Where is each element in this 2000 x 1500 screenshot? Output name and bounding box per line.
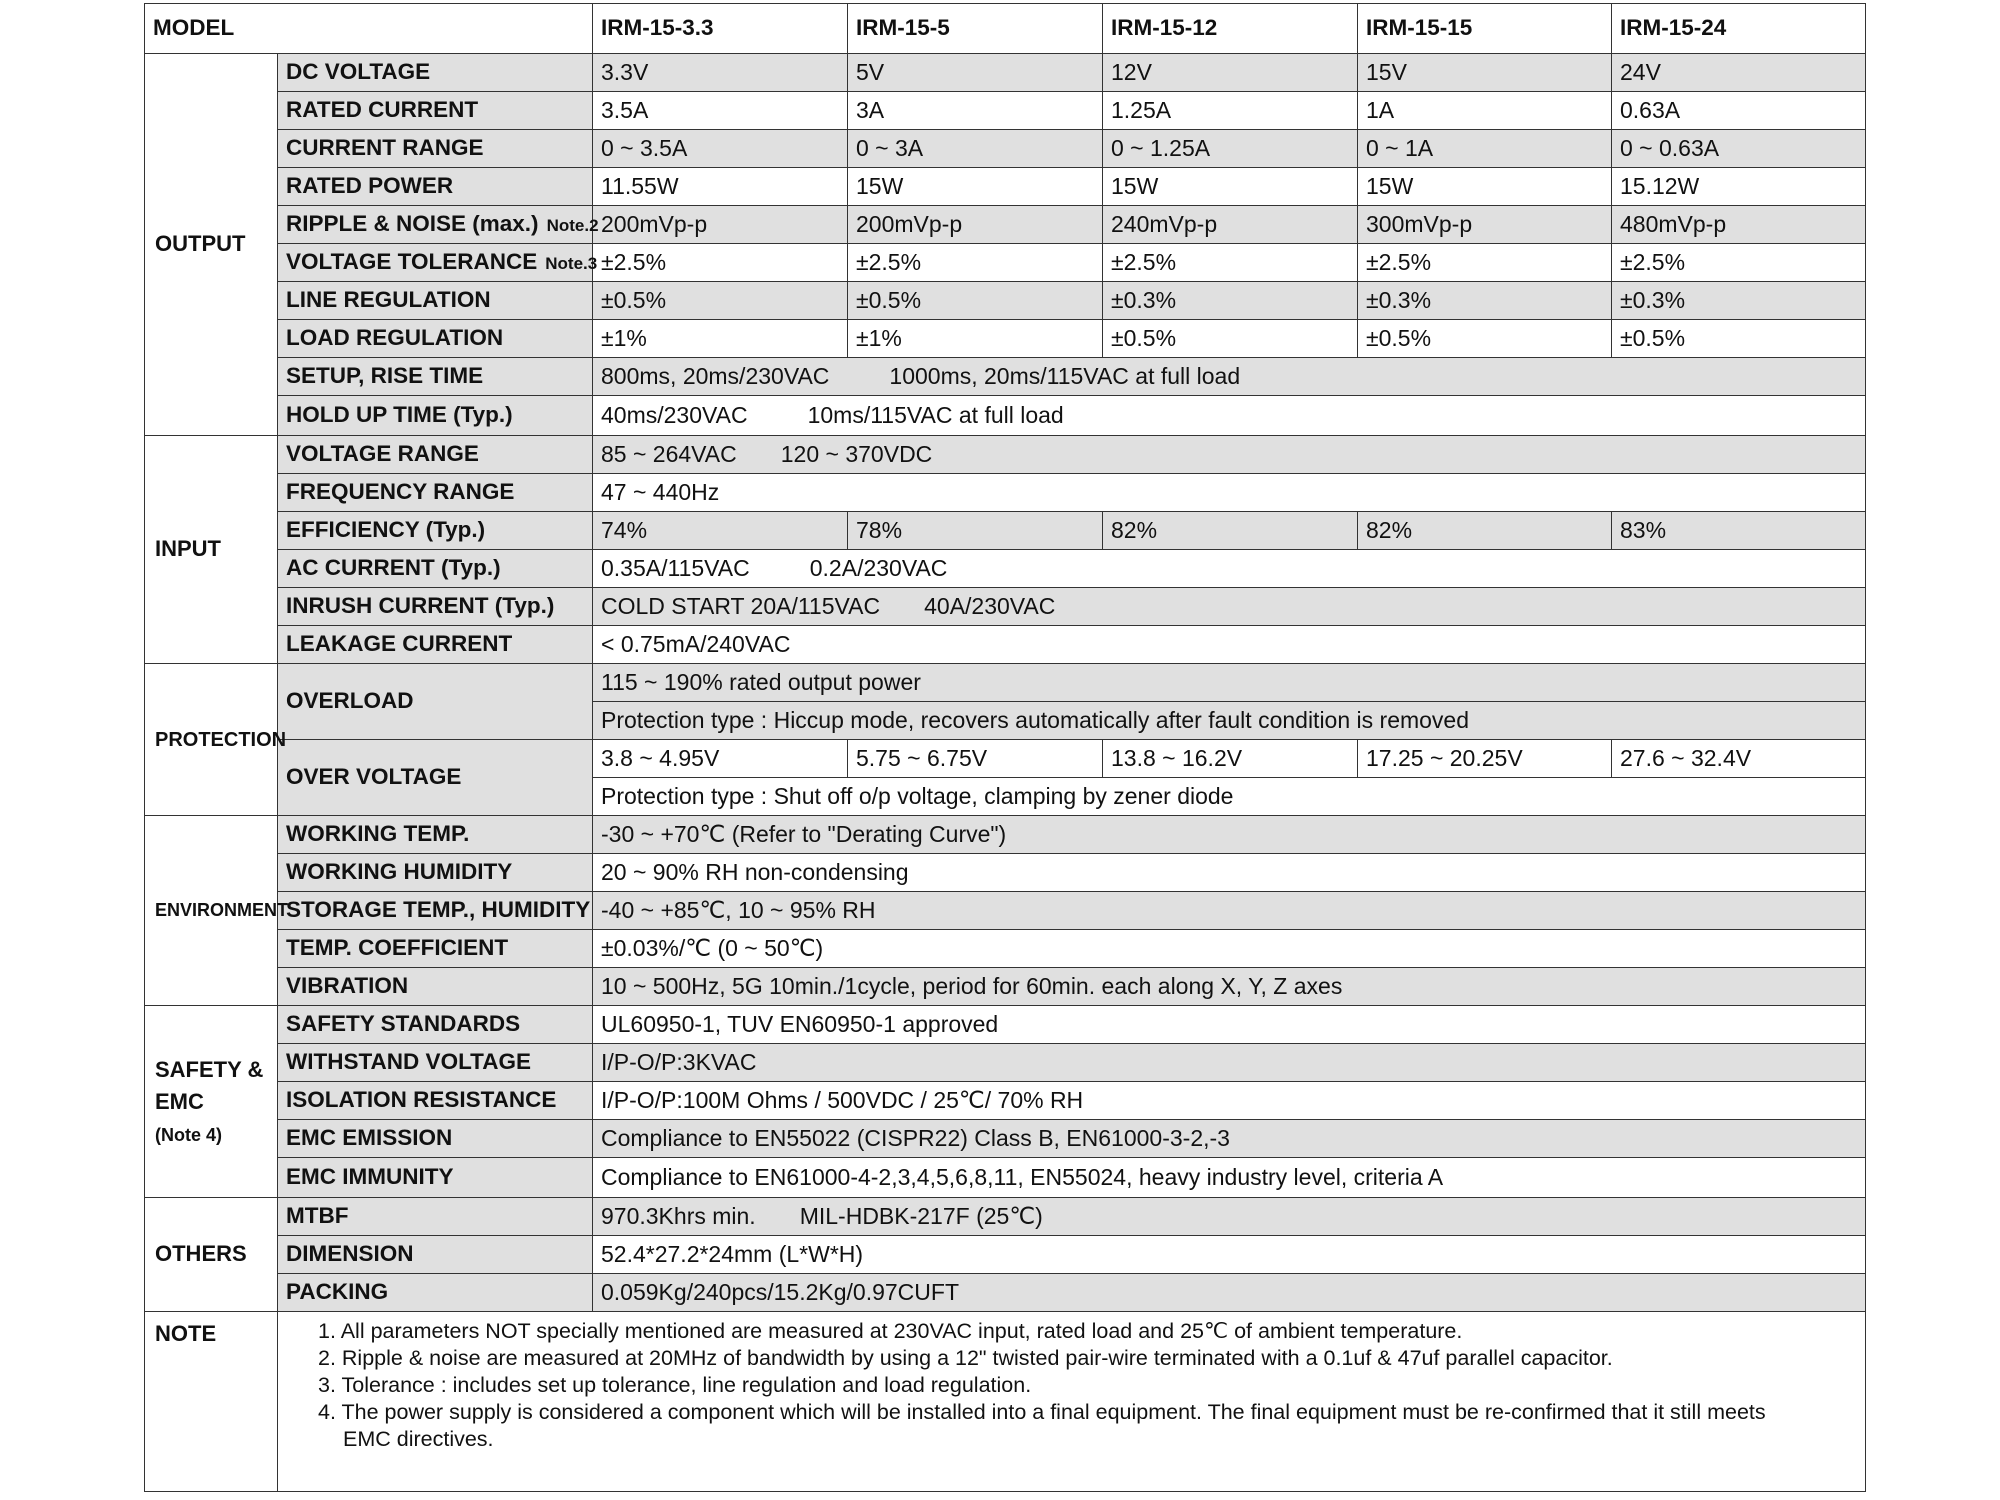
value-cell: ±0.5% xyxy=(1358,320,1612,358)
value-cell: 24V xyxy=(1612,54,1866,92)
row-label: PACKING xyxy=(278,1274,593,1312)
note-line-continuation: EMC directives. xyxy=(343,1427,494,1451)
value-cell: I/P-O/P:3KVAC xyxy=(593,1044,1866,1082)
row-label: EMC EMISSION xyxy=(278,1120,593,1158)
row-label: OVERLOAD xyxy=(278,664,593,740)
leakage-current-row xyxy=(145,626,1866,664)
row-label: DIMENSION xyxy=(278,1236,593,1274)
value-cell: 17.25 ~ 20.25V xyxy=(1358,740,1612,778)
row-label: RATED CURRENT xyxy=(278,92,593,130)
value-cell: 15W xyxy=(1103,168,1358,206)
value-cell: Compliance to EN55022 (CISPR22) Class B, EN61000-3-2,-3 xyxy=(593,1120,1866,1158)
row-label: LOAD REGULATION xyxy=(278,320,593,358)
line-regulation-row xyxy=(145,282,1866,320)
model-label: MODEL xyxy=(145,4,593,54)
value-cell: 3A xyxy=(848,92,1103,130)
value-part: 10ms/115VAC at full load xyxy=(807,401,1064,428)
frequency-range-row xyxy=(145,474,1866,512)
dc-voltage-row xyxy=(145,54,1866,92)
value-cell: 200mVp-p xyxy=(593,206,848,244)
value-cell xyxy=(593,436,1866,474)
emc-immunity-row xyxy=(145,1158,1866,1198)
value-cell: < 0.75mA/240VAC xyxy=(593,626,1866,664)
row-label: WORKING HUMIDITY xyxy=(278,854,593,892)
current-range-row xyxy=(145,130,1866,168)
value-cell: 15.12W xyxy=(1612,168,1866,206)
value-part: COLD START 20A/115VAC xyxy=(601,592,881,619)
row-label xyxy=(278,244,598,282)
value-cell: Compliance to EN61000-4-2,3,4,5,6,8,11, EN55024, heavy industry level, criteria A xyxy=(593,1158,1866,1198)
value-cell: 82% xyxy=(1358,512,1612,550)
section-output: OUTPUT xyxy=(145,54,278,436)
row-label: INRUSH CURRENT (Typ.) xyxy=(278,588,593,626)
row-label: WITHSTAND VOLTAGE xyxy=(278,1044,593,1082)
temp-coefficient-row xyxy=(145,930,1866,968)
model-name: IRM-15-24 xyxy=(1612,4,1866,54)
note-line: 1. All parameters NOT specially mentioned are measured at 230VAC input, rated load and 25℃ of ambient temperature. xyxy=(318,1319,1463,1343)
value-cell: ±1% xyxy=(593,320,848,358)
value-cell: 480mVp-p xyxy=(1612,206,1866,244)
row-label: RATED POWER xyxy=(278,168,593,206)
value-cell: ±1% xyxy=(848,320,1103,358)
value-cell: 0 ~ 3.5A xyxy=(593,130,848,168)
value-cell: ±0.5% xyxy=(1103,320,1358,358)
voltage-range-row xyxy=(145,436,1866,474)
value-cell: 13.8 ~ 16.2V xyxy=(1103,740,1358,778)
value-cell: ±2.5% xyxy=(593,244,848,282)
value-cell: ±2.5% xyxy=(848,244,1103,282)
value-cell: I/P-O/P:100M Ohms / 500VDC / 25℃/ 70% RH xyxy=(593,1082,1866,1120)
row-label: EFFICIENCY (Typ.) xyxy=(278,512,593,550)
section-note: (Note 4) xyxy=(155,1124,222,1145)
model-row xyxy=(145,4,1866,54)
value-cell: ±0.03%/℃ (0 ~ 50℃) xyxy=(593,930,1866,968)
value-cell: Protection type : Hiccup mode, recovers automatically after fault condition is removed xyxy=(593,702,1866,740)
value-cell: 1A xyxy=(1358,92,1612,130)
value-cell: ±2.5% xyxy=(1612,244,1866,282)
value-cell: 78% xyxy=(848,512,1103,550)
packing-row xyxy=(145,1274,1866,1312)
value-cell: 0.63A xyxy=(1612,92,1866,130)
row-label: LEAKAGE CURRENT xyxy=(278,626,593,664)
note-line: 2. Ripple & noise are measured at 20MHz of bandwidth by using a 12" twisted pair-wire terminated with a 0.1uf & 47uf parallel capacitor. xyxy=(318,1346,1613,1370)
storage-row xyxy=(145,892,1866,930)
value-part: 120 ~ 370VDC xyxy=(780,440,933,467)
dimension-row xyxy=(145,1236,1866,1274)
section-line: SAFETY & xyxy=(155,1056,264,1082)
value-cell: 240mVp-p xyxy=(1103,206,1358,244)
working-temp-row xyxy=(145,816,1866,854)
row-label: LINE REGULATION xyxy=(278,282,593,320)
rated-current-row xyxy=(145,92,1866,130)
value-part: 40A/230VAC xyxy=(924,592,1056,619)
working-humidity-row xyxy=(145,854,1866,892)
notes-cell xyxy=(278,1312,1866,1492)
value-part: 0.35A/115VAC xyxy=(601,554,750,581)
row-label: HOLD UP TIME (Typ.) xyxy=(278,396,593,436)
value-cell: UL60950-1, TUV EN60950-1 approved xyxy=(593,1006,1866,1044)
value-cell xyxy=(593,396,1866,436)
value-cell: 27.6 ~ 32.4V xyxy=(1612,740,1866,778)
value-part: MIL-HDBK-217F (25℃) xyxy=(799,1202,1043,1229)
row-label: ISOLATION RESISTANCE xyxy=(278,1082,593,1120)
value-cell: 0.059Kg/240pcs/15.2Kg/0.97CUFT xyxy=(593,1274,1866,1312)
model-name: IRM-15-3.3 xyxy=(593,4,848,54)
value-cell xyxy=(593,358,1866,396)
value-cell: 15W xyxy=(1358,168,1612,206)
value-cell: 200mVp-p xyxy=(848,206,1103,244)
value-cell: -30 ~ +70℃ (Refer to "Derating Curve") xyxy=(593,816,1866,854)
value-cell: -40 ~ +85℃, 10 ~ 95% RH xyxy=(593,892,1866,930)
hold-up-row xyxy=(145,396,1866,436)
value-cell: ±0.5% xyxy=(1612,320,1866,358)
withstand-voltage-row xyxy=(145,1044,1866,1082)
value-cell: 3.8 ~ 4.95V xyxy=(593,740,848,778)
value-part: 800ms, 20ms/230VAC xyxy=(601,362,830,389)
value-part: 85 ~ 264VAC xyxy=(601,440,737,467)
value-part: 40ms/230VAC xyxy=(601,401,748,428)
value-cell: 1.25A xyxy=(1103,92,1358,130)
row-label: SAFETY STANDARDS xyxy=(278,1006,593,1044)
row-label: STORAGE TEMP., HUMIDITY xyxy=(278,892,593,930)
value-cell: ±0.3% xyxy=(1358,282,1612,320)
value-cell: 74% xyxy=(593,512,848,550)
vibration-row xyxy=(145,968,1866,1006)
value-cell: 5.75 ~ 6.75V xyxy=(848,740,1103,778)
value-cell: 3.3V xyxy=(593,54,848,92)
value-cell: ±0.5% xyxy=(848,282,1103,320)
row-label: FREQUENCY RANGE xyxy=(278,474,593,512)
section-safety-emc xyxy=(145,1006,278,1198)
voltage-tolerance-row xyxy=(145,244,1866,282)
row-label: VOLTAGE RANGE xyxy=(278,436,593,474)
row-label: EMC IMMUNITY xyxy=(278,1158,593,1198)
value-cell: ±0.5% xyxy=(593,282,848,320)
row-label: CURRENT RANGE xyxy=(278,130,593,168)
value-cell: 0 ~ 1A xyxy=(1358,130,1612,168)
row-label: OVER VOLTAGE xyxy=(278,740,593,816)
note-row xyxy=(145,1312,1866,1492)
row-label: MTBF xyxy=(278,1198,593,1236)
overload-row xyxy=(145,664,1866,702)
value-cell: ±2.5% xyxy=(1358,244,1612,282)
note-reference: Note.3 xyxy=(545,254,598,274)
model-name: IRM-15-12 xyxy=(1103,4,1358,54)
section-protection: PROTECTION xyxy=(145,664,278,816)
inrush-current-row xyxy=(145,588,1866,626)
ripple-noise-row xyxy=(145,206,1866,244)
value-cell: 300mVp-p xyxy=(1358,206,1612,244)
note-reference: Note.2 xyxy=(546,216,599,236)
efficiency-row xyxy=(145,512,1866,550)
value-cell: ±0.3% xyxy=(1103,282,1358,320)
value-cell: 15V xyxy=(1358,54,1612,92)
value-cell: 82% xyxy=(1103,512,1358,550)
value-cell: 3.5A xyxy=(593,92,848,130)
value-part: 970.3Khrs min. xyxy=(601,1202,756,1229)
row-label: DC VOLTAGE xyxy=(278,54,593,92)
row-label: TEMP. COEFFICIENT xyxy=(278,930,593,968)
emc-emission-row xyxy=(145,1120,1866,1158)
load-regulation-row xyxy=(145,320,1866,358)
setup-rise-row xyxy=(145,358,1866,396)
ac-current-row xyxy=(145,550,1866,588)
value-cell: 15W xyxy=(848,168,1103,206)
model-name: IRM-15-5 xyxy=(848,4,1103,54)
mtbf-row xyxy=(145,1198,1866,1236)
isolation-resistance-row xyxy=(145,1082,1866,1120)
model-name: IRM-15-15 xyxy=(1358,4,1612,54)
value-cell: 20 ~ 90% RH non-condensing xyxy=(593,854,1866,892)
value-cell: Protection type : Shut off o/p voltage, clamping by zener diode xyxy=(593,778,1866,816)
section-note-label: NOTE xyxy=(145,1312,278,1492)
value-cell xyxy=(593,1198,1866,1236)
over-voltage-row xyxy=(145,740,1866,778)
row-label: AC CURRENT (Typ.) xyxy=(278,550,593,588)
value-cell: 52.4*27.2*24mm (L*W*H) xyxy=(593,1236,1866,1274)
value-cell: 83% xyxy=(1612,512,1866,550)
row-label: SETUP, RISE TIME xyxy=(278,358,593,396)
value-part: 1000ms, 20ms/115VAC at full load xyxy=(889,362,1241,389)
section-others: OTHERS xyxy=(145,1198,278,1312)
value-cell: 115 ~ 190% rated output power xyxy=(593,664,1866,702)
value-cell: ±0.3% xyxy=(1612,282,1866,320)
spec-table xyxy=(144,3,1866,1492)
section-line: EMC xyxy=(155,1088,204,1114)
section-input: INPUT xyxy=(145,436,278,664)
note-line: 3. Tolerance : includes set up tolerance, line regulation and load regulation. xyxy=(318,1373,1032,1397)
value-cell: 47 ~ 440Hz xyxy=(593,474,1866,512)
section-environment: ENVIRONMENT xyxy=(145,816,278,1006)
value-cell: 11.55W xyxy=(593,168,848,206)
value-part: 0.2A/230VAC xyxy=(809,554,948,581)
value-cell: 5V xyxy=(848,54,1103,92)
value-cell xyxy=(593,588,1866,626)
value-cell: 10 ~ 500Hz, 5G 10min./1cycle, period for 60min. each along X, Y, Z axes xyxy=(593,968,1866,1006)
rated-power-row xyxy=(145,168,1866,206)
row-label xyxy=(278,206,599,244)
value-cell xyxy=(593,550,1866,588)
safety-standards-row xyxy=(145,1006,1866,1044)
value-cell: ±2.5% xyxy=(1103,244,1358,282)
value-cell: 0 ~ 3A xyxy=(848,130,1103,168)
value-cell: 0 ~ 0.63A xyxy=(1612,130,1866,168)
value-cell: 12V xyxy=(1103,54,1358,92)
value-cell: 0 ~ 1.25A xyxy=(1103,130,1358,168)
note-line: 4. The power supply is considered a component which will be installed into a final equipment. The final equipment must be re-confirmed that it still meets xyxy=(318,1400,1766,1424)
row-label-text: VOLTAGE TOLERANCE xyxy=(286,249,538,275)
row-label: VIBRATION xyxy=(278,968,593,1006)
row-label-text: RIPPLE & NOISE (max.) xyxy=(286,211,539,237)
row-label: WORKING TEMP. xyxy=(278,816,593,854)
